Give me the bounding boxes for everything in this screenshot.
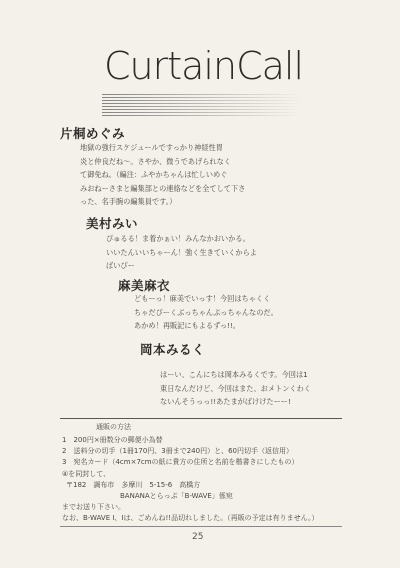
author-message-2 xyxy=(106,232,257,273)
order-line: BANANAとらっぷ「B-WAVE」係宛 xyxy=(120,492,233,501)
message-line: いいたんいいちゃーん！強く生きていくからよ xyxy=(106,247,257,257)
order-line: 2 送料分の切手（1冊170円、3冊まで240円）と、60円切手（返信用） xyxy=(62,447,293,456)
order-info-block xyxy=(62,435,319,525)
page-number: 25 xyxy=(192,532,204,542)
order-line: ④を同封して、 xyxy=(62,469,111,478)
message-line: った、名手腕の編集員です。） xyxy=(80,197,177,206)
message-line: はーい、こんにちは岡本みるくです。今回は1 xyxy=(160,370,308,379)
order-line: 3 宛名カード（4cm×7cmの紙に貴方の住所と名前を楷書きにしたもの） xyxy=(62,458,299,467)
message-line: 地獄の強行スケジュールですっかり神経性胃 xyxy=(80,143,223,152)
author-message-1 xyxy=(80,141,245,209)
order-line: 〒182 調布市 多摩川 5-15-6 高橋方 xyxy=(66,480,201,489)
message-line: ぴゅるる！ま着かぁい！みんなかおいかる。 xyxy=(106,234,250,243)
order-line: までお送り下さい。 xyxy=(62,503,125,512)
author-message-3 xyxy=(134,292,278,333)
message-line: あかめ！再販記にもよるずっ!!。 xyxy=(134,321,240,330)
page-title: CurtainCall xyxy=(104,44,304,88)
message-line: ばいぴー xyxy=(106,261,135,270)
message-line: みおねーさまと編集部との連絡などを全てして下さ xyxy=(80,183,246,193)
author-name-1: 片桐めぐみ xyxy=(60,126,126,141)
divider-top xyxy=(60,418,342,419)
message-line: 東日なんだけど、今回はまた、おメトンくわく xyxy=(160,383,311,393)
author-name-4: 岡本みるく xyxy=(140,342,206,357)
message-line: 炎と仲良だね〜。さやか、微うであげられなく xyxy=(80,156,231,166)
message-line: ないんそうっっ!!あたまがばけけたーー! xyxy=(160,397,291,406)
divider-bottom xyxy=(60,526,342,527)
title-shading-bar xyxy=(102,92,302,116)
order-line: なお、B-WAVE I、Iは、ごめんね!!品切れしました。（再販の予定は有りません。） xyxy=(62,514,319,523)
author-message-4 xyxy=(160,368,311,409)
message-line: て御免ね。（編注：ふやかちゃんは忙しいめぐ xyxy=(80,170,228,179)
author-name-2: 美村みい xyxy=(86,216,139,231)
message-line: どもーっ！麻美でいっす！今回はちゃくく xyxy=(134,294,271,303)
order-line: 1 200円×冊数分の郵便小為替 xyxy=(62,436,163,444)
order-heading: 通販の方法 xyxy=(96,423,131,431)
message-line: ちゃだぴーくぶっちゃんぷっちゃんなのだ。 xyxy=(134,307,278,317)
author-name-3: 麻美麻衣 xyxy=(118,278,171,293)
